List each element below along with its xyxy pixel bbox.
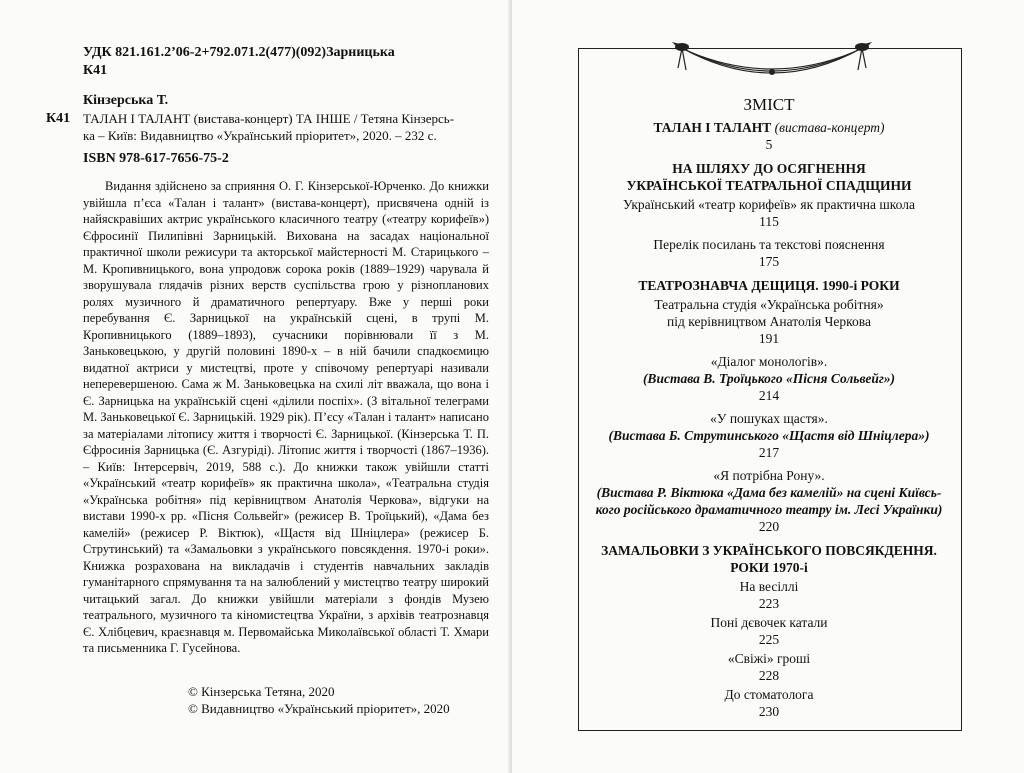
- margin-author-code: К41: [46, 111, 71, 126]
- page-number: 5: [765, 137, 773, 152]
- section-subtitle: (вистава-концерт): [774, 120, 885, 135]
- section-title: ТЕАТРОЗНАВЧА ДЕЩИЦЯ. 1990-і РОКИ: [638, 278, 900, 293]
- entry-note-line-1: (Вистава Р. Віктюка «Дама без камелій» на сцені Київсь-: [596, 485, 942, 500]
- entry-title: «У пошуках щастя».: [710, 411, 828, 426]
- entry-title: До стоматолога: [724, 687, 814, 702]
- section-title: ТАЛАН І ТАЛАНТ: [653, 120, 772, 135]
- entry-note-line-2: кого російського драматичного театру ім. Лесі Українки): [595, 502, 943, 517]
- entry-title: Український «театр корифеїв» як практична школа: [623, 197, 915, 212]
- udk-block: [83, 44, 395, 80]
- page-number: 214: [758, 388, 780, 403]
- toc-section-1: [585, 119, 953, 136]
- section-title-line-2: УКРАЇНСЬКОЇ ТЕАТРАЛЬНОЇ СПАДЩИНИ: [626, 178, 912, 193]
- entry-title: «Я потрібна Рону».: [713, 468, 825, 483]
- entry-title-line-1: Театральна студія «Українська робітня»: [654, 297, 884, 312]
- toc-entry: [585, 467, 953, 535]
- entry-note: (Вистава В. Троїцького «Пісня Сольвейг»): [642, 371, 896, 386]
- page-number: 228: [758, 668, 780, 683]
- entry-title: Перелік посилань та текстові пояснення: [653, 237, 885, 252]
- page-number: 230: [758, 704, 780, 719]
- toc-section-4: [585, 542, 953, 576]
- bibliographic-text: [83, 110, 488, 144]
- copyright-publisher: © Видавництво «Український пріоритет», 2020: [188, 701, 450, 716]
- page-number: 225: [758, 632, 780, 647]
- toc-entry: [585, 614, 953, 648]
- page-number: 220: [758, 519, 780, 534]
- toc-section-3: [585, 277, 953, 294]
- udk-author-code: К41: [83, 63, 108, 78]
- entry-title: На весіллі: [739, 579, 799, 594]
- entry-title: «Діалог монологів».: [710, 354, 828, 369]
- biblio-line-2: ка – Київ: Видавництво «Український пріоритет», 2020. – 232 с.: [83, 128, 437, 143]
- ribbon-garland-icon: [672, 38, 872, 96]
- toc-entry: [585, 196, 953, 230]
- author-name: Кінзерська Т.: [83, 93, 169, 108]
- entry-title: Поні дєвочек катали: [710, 615, 828, 630]
- isbn: ISBN 978-617-7656-75-2: [83, 151, 229, 166]
- toc-entry: [585, 650, 953, 684]
- page-number: 191: [758, 331, 780, 346]
- section-title-line-1: ЗАМАЛЬОВКИ З УКРАЇНСЬКОГО ПОВСЯКДЕННЯ.: [601, 543, 937, 558]
- copyright-block: [188, 683, 450, 717]
- copyright-author: © Кінзерська Тетяна, 2020: [188, 684, 335, 699]
- table-of-contents: [585, 96, 953, 720]
- toc-entry: [585, 353, 953, 404]
- annotation-paragraph: Видання здійснено за сприяння О. Г. Кінзерської-Юрченко. До книжки увійшла п’єса «Талан і талант» (вистава-концерт), присвячена одній із найяскравіших актрис українського класичного театру («театру корифеїв») Єфросинії Пилипівні Зарницькій. Вихована на засадах національної практичної школи режисури та акторської майстерності М. Старицького – М. Кропивницького, вона упродовж сорока років (1889–1929) чарувала й зворушувала глядачів різних верств суспільства грою у різнопланових ролях музичного й драматичного репертуару. Вже у перші роки перебування Є. Зарницької на українській сцені, в трупі М. Кропивницького (1889–1893), сучасники порівнювали її з М. Заньковецькою, у другій половині 1890-х – в ній бачили спадкоємицю видатної актриси у мистецтві, проте у співочому репертуарі називали неперевершеною. Сама ж М. Заньковецька на схилі літ вважала, що вона і Є. Зарницька на українській сцені «ділили поспіх». (З вітальної телеграми М. Заньковецької Є. Зарницькій. 1929 рік). П’єсу «Талан і талант» написано за матеріалами літопису життя і творчості Є. Зарницької. (Кінзерська Т. П. Єфросинія Зарницька (Є. Азгуріді). Літопис життя і творчості (1867–1936). – Київ: Інтерсервіч, 2019, 588 с.). До книжки також увійшли статті «Український «театр корифеїв» як практична школа», «Театральна студія «Українська робітня» під керівництвом Анатолія Черкова», відгуки на вистави 1990-х рр. «Пісня Сольвейг» (режисер В. Троїцький), «Дама без камелій» (режисер Р. Віктюк), «Щастя від Шніцлера» (режисер Б. Струтинський) та «Замальовки з українського повсякдення. 1970-і роки». Книжка розрахована на викладачів і студентів навчальних закладів гуманітарного спрямування та на залюблений у мистецтво театру широкий читацький загал. До книжки увійшли матеріали з фондів Музею театрального, музичного та кіномистецтва України, з архівів театрознавця Є. Хлібцевич, краєзнавця м. Первомайська Миколаївської області Т. Хмари та письменника Г. Гусейнова.: [83, 179, 489, 655]
- page-number: 217: [758, 445, 780, 460]
- udk-classification: УДК 821.161.2’06-2+792.071.2(477)(092)Зарницька: [83, 45, 395, 60]
- entry-title: «Свіжі» гроші: [727, 651, 811, 666]
- toc-entry: [585, 686, 953, 720]
- page-number: 115: [759, 214, 779, 229]
- toc-entry: [585, 236, 953, 270]
- section-title-line-2: РОКИ 1970-і: [730, 560, 808, 575]
- toc-entry: [585, 578, 953, 612]
- biblio-line-1: ТАЛАН І ТАЛАНТ (вистава-концерт) ТА ІНШЕ / Тетяна Кінзерсь-: [83, 111, 455, 126]
- entry-note: (Вистава Б. Струтинського «Щастя від Шніцлера»): [608, 428, 930, 443]
- toc-title: ЗМІСТ: [743, 95, 795, 114]
- page-number: 175: [758, 254, 780, 269]
- page-number: 223: [758, 596, 780, 611]
- section-title-line-1: НА ШЛЯХУ ДО ОСЯГНЕННЯ: [672, 161, 866, 176]
- entry-title-line-2: під керівництвом Анатолія Черкова: [667, 314, 871, 329]
- toc-entry: [585, 410, 953, 461]
- toc-entry: [585, 296, 953, 347]
- toc-section-2: [585, 160, 953, 194]
